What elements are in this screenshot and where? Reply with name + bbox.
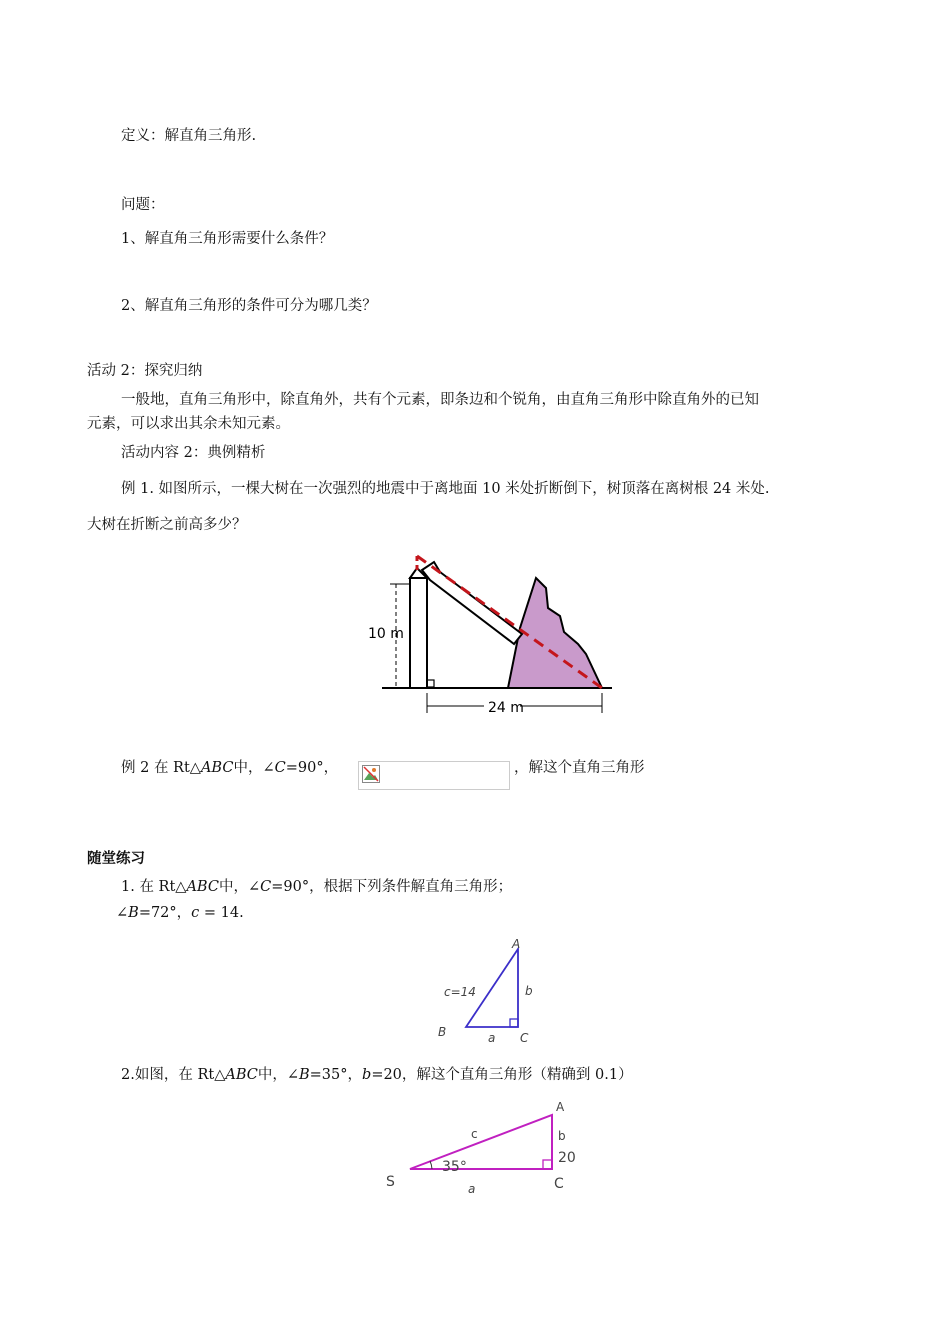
questions-heading: 问题： (121, 197, 165, 213)
example2-prefix: 例 2 在 Rt△ (121, 760, 201, 776)
example2-line (121, 758, 338, 778)
vertex-c-2: C (554, 1176, 564, 1192)
side-b-1: b (525, 984, 533, 998)
practice-1-line (121, 877, 512, 897)
p2-abc: ABC (225, 1067, 258, 1083)
vertex-b-1: B (438, 1025, 447, 1039)
p2-val: =35°， (309, 1067, 363, 1083)
p1-abc: ABC (186, 879, 219, 895)
p1-cond-angle: ∠ (116, 905, 129, 921)
right-angle-mark-1 (510, 1019, 518, 1027)
side-b-2: b (558, 1129, 566, 1143)
example1-line1: 例 1. 如图所示，一棵大树在一次强烈的地震中于离地面 10 米处折断倒下，树顶落在离树根 24 米处. (121, 481, 770, 497)
vertex-c-1: C (520, 1031, 529, 1045)
triangle-figure-1 (430, 935, 550, 1050)
activity2-para-line2: 元素，可以求出其余未知元素。 (87, 416, 290, 432)
side-a-2: a (468, 1182, 476, 1196)
right-angle-mark-2 (543, 1160, 552, 1169)
activity2-heading: 活动 2：探究归纳 (87, 363, 203, 379)
p2-bv: b (362, 1067, 372, 1083)
example2-suffix: ，解这个直角三角形 (514, 760, 645, 776)
p2-mid: 中，∠ (257, 1067, 299, 1083)
question-2: 2、解直角三角形的条件可分为哪几类？ (121, 298, 377, 314)
practice-1-condition (116, 903, 244, 923)
base-label: 24 m (488, 700, 524, 716)
p1-cond-val: =72°， (138, 905, 192, 921)
side-a-1: a (488, 1031, 496, 1045)
right-angle-mark (427, 680, 434, 687)
p2-prefix: 2.如图，在 Rt△ (121, 1067, 226, 1083)
height-label: 10 m (368, 626, 404, 642)
broken-image-placeholder (358, 761, 510, 790)
p1-cond-cval: = 14. (199, 905, 244, 921)
example2-angle: =90°， (285, 760, 339, 776)
example2-abc: ABC (200, 760, 234, 776)
tree-trunk (410, 578, 427, 688)
p1-cond-c: c (191, 905, 200, 921)
vertex-a-2: A (556, 1100, 565, 1114)
p1-c: C (260, 879, 272, 895)
example2-c: C (274, 760, 286, 776)
vertex-b-2: S (386, 1174, 395, 1190)
p1-prefix: 1. 在 Rt△ (121, 879, 187, 895)
definition-text: 定义：解直角三角形. (121, 128, 257, 144)
side-c-2: c (471, 1127, 478, 1141)
side-c-1: c=14 (444, 985, 476, 999)
p1-cond-b: B (128, 905, 139, 921)
example2-mid: 中，∠ (233, 760, 275, 776)
vertex-a-1: A (512, 937, 521, 951)
p2-rest: =20，解这个直角三角形（精确到 0.1） (371, 1067, 633, 1083)
triangle-2 (410, 1115, 552, 1169)
side-value-label: 20 (558, 1150, 576, 1166)
triangle-figure-2 (380, 1098, 590, 1198)
broken-tree-figure (360, 548, 620, 723)
question-1: 1、解直角三角形需要什么条件？ (121, 231, 334, 247)
angle-label: 35° (442, 1159, 467, 1175)
angle-arc (430, 1161, 432, 1169)
p1-rest: =90°，根据下列条件解直角三角形； (271, 879, 513, 895)
practice-heading: 随堂练习 (87, 851, 145, 867)
broken-image-icon (362, 765, 380, 783)
practice-2-line (121, 1065, 633, 1085)
p2-b: B (299, 1067, 310, 1083)
p1-mid: 中，∠ (218, 879, 261, 895)
activity2-content-heading: 活动内容 2：典例精析 (121, 445, 266, 461)
activity2-para-line1: 一般地，直角三角形中，除直角外，共有个元素，即条边和个锐角，由直角三角形中除直角外的已知 (121, 392, 759, 408)
example1-line2: 大树在折断之前高多少？ (87, 517, 247, 533)
fallen-trunk (422, 562, 522, 644)
